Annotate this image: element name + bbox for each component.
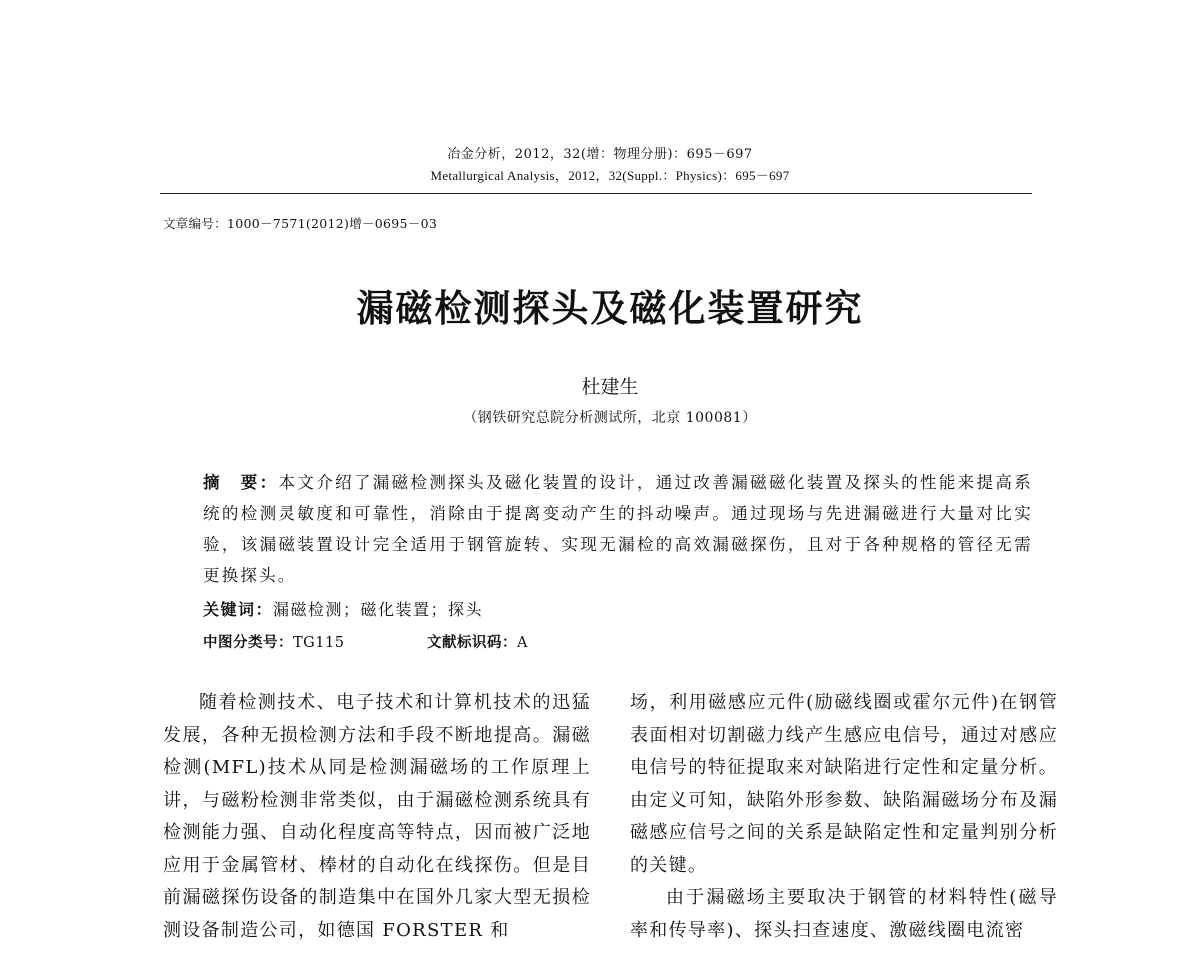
keywords-label: 关键词： bbox=[203, 600, 274, 619]
article-number: 文章编号：1000－7571(2012)增－0695－03 bbox=[163, 216, 438, 231]
author-affiliation: （钢铁研究总院分析测试所，北京 100081） bbox=[463, 410, 757, 426]
document-code bbox=[427, 631, 528, 652]
body-paragraph: 场，利用磁感应元件(励磁线圈或霍尔元件)在钢管表面相对切割磁力线产生感应电信号，通过对感应电信号的特征提取来对缺陷进行定性和定量分析。由定义可知，缺陷外形参数、缺陷漏磁场分布及漏磁感应信号之间的关系是缺陷定性和定量判别分析的关键。 bbox=[630, 692, 1058, 876]
abstract bbox=[203, 467, 1033, 591]
clc-number bbox=[203, 631, 344, 652]
document-code-value: A bbox=[517, 635, 528, 651]
keywords bbox=[203, 597, 483, 620]
journal-citation-en: Metallurgical Analysis，2012，32(Suppl.：Physics)：695－697 bbox=[430, 168, 790, 183]
body-paragraph: 由于漏磁场主要取决于钢管的材料特性(磁导率和传导率)、探头扫查速度、激磁线圈电流密 bbox=[630, 887, 1058, 941]
body-right-column bbox=[630, 687, 1058, 947]
author-name: 杜建生 bbox=[581, 376, 639, 398]
document-code-label: 文献标识码： bbox=[427, 635, 517, 651]
keywords-text: 漏磁检测；磁化装置；探头 bbox=[273, 600, 484, 619]
body-paragraph: 随着检测技术、电子技术和计算机技术的迅猛发展，各种无损检测方法和手段不断地提高。漏磁检测(MFL)技术从同是检测漏磁场的工作原理上讲，与磁粉检测非常类似，由于漏磁检测系统具有检测能力强、自动化程度高等特点，因而被广泛地应用于金属管材、棒材的自动化在线探伤。但是目前漏磁探伤设备的制造集中在国外几家大型无损检测设备制造公司，如德国 FORSTER 和 bbox=[163, 692, 591, 941]
paper-title: 漏磁检测探头及磁化装置研究 bbox=[356, 287, 864, 330]
header-divider bbox=[160, 193, 1032, 194]
journal-citation-cn: 冶金分析，2012，32(增：物理分册)：695－697 bbox=[447, 147, 753, 162]
clc-label: 中图分类号： bbox=[203, 635, 293, 651]
abstract-label: 摘 要： bbox=[203, 473, 279, 492]
abstract-text: 本文介绍了漏磁检测探头及磁化装置的设计，通过改善漏磁磁化装置及探头的性能来提高系统的检测灵敏度和可靠性，消除由于提离变动产生的抖动噪声。通过现场与先进漏磁进行大量对比实验，该漏磁装置设计完全适用于钢管旋转、实现无漏检的高效漏磁探伤，且对于各种规格的管径无需更换探头。 bbox=[203, 473, 1033, 585]
body-left-column bbox=[163, 687, 591, 947]
clc-value: TG115 bbox=[293, 635, 345, 651]
